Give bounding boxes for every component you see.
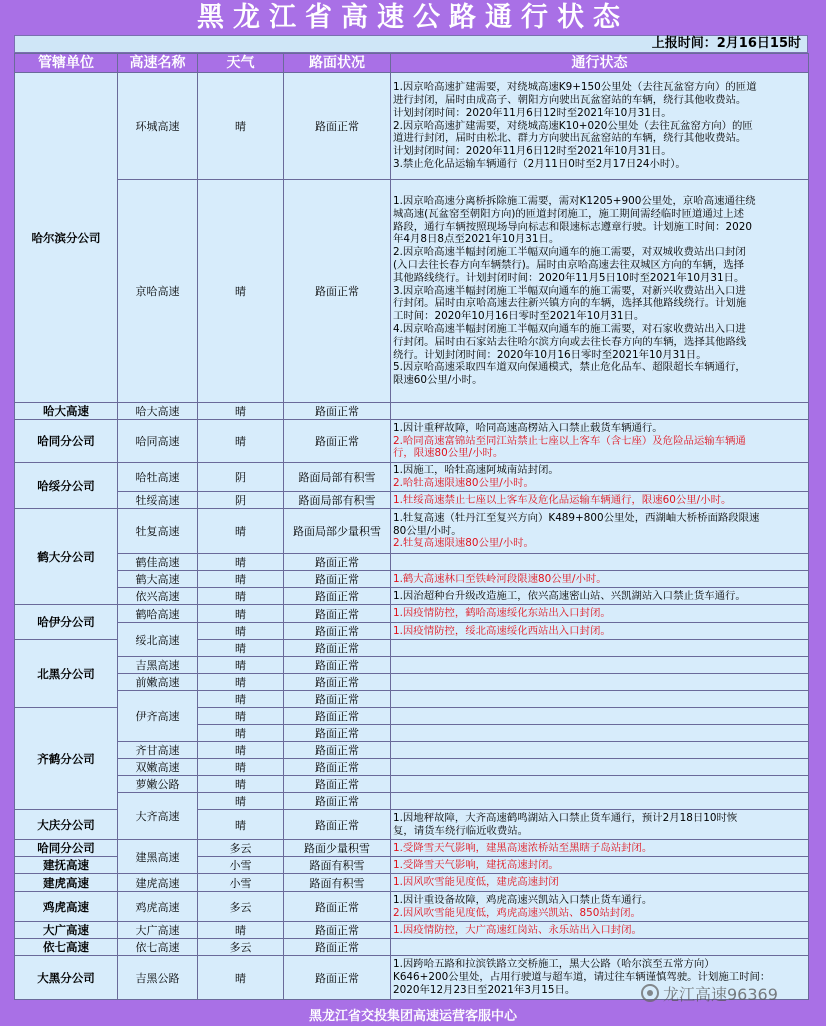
status-cell: 1.牡绥高速禁止七座以上客车及危化品运输车辆通行，限速60公里/小时。 — [391, 492, 809, 509]
weather-cell: 阴 — [198, 463, 284, 492]
table-row — [15, 892, 809, 922]
status-cell: 1.因施工，哈牡高速阿城南站封闭。 2.哈牡高速限速80公里/小时。 — [391, 463, 809, 492]
weather-cell: 晴 — [198, 588, 284, 605]
unit-cell: 大黑分公司 — [15, 956, 118, 1000]
surface-cell: 路面正常 — [284, 605, 391, 623]
table-row — [15, 759, 809, 776]
road-cell: 建黑高速 — [118, 840, 198, 874]
weather-cell: 晴 — [198, 420, 284, 463]
status-cell: 1.受降雪天气影响，建黑高速浓桥站至黑瞎子岛站封闭。 — [391, 840, 809, 857]
road-cell: 京哈高速 — [118, 180, 198, 403]
unit-cell: 哈大高速 — [15, 403, 118, 420]
unit-cell: 哈伊分公司 — [15, 605, 118, 640]
footer-text: 黑龙江省交投集团高速运营客服中心 — [308, 1009, 517, 1024]
road-cell: 鸡虎高速 — [118, 892, 198, 922]
status-cell: 1.受降雪天气影响，建抚高速封闭。 — [391, 857, 809, 874]
status-cell: 1.因治超种台升级改造施工，依兴高速密山站、兴凯湖站入口禁止货车通行。 — [391, 588, 809, 605]
status-cell — [391, 793, 809, 810]
road-cell: 伊齐高速 — [118, 691, 198, 742]
unit-cell: 哈同分公司 — [15, 840, 118, 857]
status-cell — [391, 776, 809, 793]
weather-cell: 晴 — [198, 73, 284, 180]
status-cell: 1.因疫情防控，鹤哈高速绥化东站出入口封闭。 — [391, 605, 809, 623]
surface-cell: 路面正常 — [284, 759, 391, 776]
weather-cell: 晴 — [198, 554, 284, 571]
table-row — [15, 571, 809, 588]
surface-cell: 路面正常 — [284, 73, 391, 180]
status-cell: 1.因地秤故障，大齐高速鹤鸣湖站入口禁止货车通行，预计2月18日10时恢 复，请货车绕行临近收费站。 — [391, 810, 809, 840]
status-cell: 1.因计重秤故障，哈同高速高楞站入口禁止载货车辆通行。 2.哈同高速富锦站至同江站禁止七座以上客车（含七座）及危险品运输车辆通 行，限速80公里/小时。 — [391, 420, 809, 463]
road-cell: 哈大高速 — [118, 403, 198, 420]
unit-cell: 鸡虎高速 — [15, 892, 118, 922]
road-cell: 环城高速 — [118, 73, 198, 180]
table-row — [15, 623, 809, 640]
status-cell: 1.牡复高速（牡丹江至复兴方向）K489+800公里处，西湖岫大桥桥面路段限速 80公里/小时。 2.牡复高速限速80公里/小时。 — [391, 509, 809, 554]
road-cell: 双嫩高速 — [118, 759, 198, 776]
surface-cell: 路面正常 — [284, 956, 391, 1000]
surface-cell: 路面正常 — [284, 725, 391, 742]
table-row — [15, 73, 809, 180]
table-row — [15, 691, 809, 708]
surface-cell: 路面正常 — [284, 403, 391, 420]
surface-cell: 路面正常 — [284, 922, 391, 939]
table-row — [15, 674, 809, 691]
status-cell: 1.因跨哈五路和拉滨铁路立交桥施工，黑大公路（哈尔滨至五常方向） K646+200公里处，占用行驶道与超车道，请过往车辆谨慎驾驶。计划施工时间： 2020年12月23日至2021年3月15日。 — [391, 956, 809, 1000]
surface-cell: 路面正常 — [284, 892, 391, 922]
unit-cell: 齐鹤分公司 — [15, 708, 118, 810]
status-cell — [391, 657, 809, 674]
status-cell: 1.因计重设备故障，鸡虎高速兴凯站入口禁止货车通行。 2.因风吹雪能见度低，鸡虎高速兴凯站、850站封闭。 — [391, 892, 809, 922]
watermark — [641, 980, 778, 1006]
weather-cell: 晴 — [198, 810, 284, 840]
surface-cell: 路面正常 — [284, 657, 391, 674]
unit-cell: 哈同分公司 — [15, 420, 118, 463]
traffic-status-table — [14, 53, 809, 1000]
unit-cell: 大广高速 — [15, 922, 118, 939]
table-row — [15, 588, 809, 605]
col-unit: 管辖单位 — [15, 54, 118, 73]
road-cell: 鹤哈高速 — [118, 605, 198, 623]
unit-cell: 鹤大分公司 — [15, 509, 118, 605]
surface-cell: 路面正常 — [284, 776, 391, 793]
table-row — [15, 840, 809, 857]
col-road: 高速名称 — [118, 54, 198, 73]
weather-cell: 晴 — [198, 509, 284, 554]
road-cell: 牡复高速 — [118, 509, 198, 554]
status-cell — [391, 759, 809, 776]
weather-cell: 晴 — [198, 922, 284, 939]
weather-cell: 晴 — [198, 708, 284, 725]
surface-cell: 路面正常 — [284, 708, 391, 725]
weather-cell: 晴 — [198, 674, 284, 691]
road-cell: 绥北高速 — [118, 623, 198, 657]
table-row — [15, 657, 809, 674]
watermark-text: 龙江高速96369 — [663, 984, 778, 1004]
table-header — [15, 54, 809, 73]
unit-cell: 建抚高速 — [15, 857, 118, 874]
wechat-logo-icon — [641, 984, 659, 1002]
surface-cell: 路面正常 — [284, 420, 391, 463]
report-time: 上报时间：2月16日15时 — [14, 35, 808, 53]
surface-cell: 路面正常 — [284, 640, 391, 657]
surface-cell: 路面正常 — [284, 674, 391, 691]
weather-cell: 阴 — [198, 492, 284, 509]
status-cell — [391, 691, 809, 708]
road-cell: 吉黑公路 — [118, 956, 198, 1000]
status-cell — [391, 674, 809, 691]
weather-cell: 晴 — [198, 956, 284, 1000]
table-row — [15, 180, 809, 403]
status-cell: 1.因疫情防控，绥北高速绥化西站出入口封闭。 — [391, 623, 809, 640]
status-cell: 1.鹤大高速林口至铁岭河段限速80公里/小时。 — [391, 571, 809, 588]
unit-cell: 依七高速 — [15, 939, 118, 956]
table-row — [15, 403, 809, 420]
surface-cell: 路面正常 — [284, 939, 391, 956]
weather-cell: 晴 — [198, 605, 284, 623]
status-cell — [391, 725, 809, 742]
weather-cell: 晴 — [198, 691, 284, 708]
weather-cell: 晴 — [198, 759, 284, 776]
surface-cell: 路面正常 — [284, 810, 391, 840]
road-cell: 牡绥高速 — [118, 492, 198, 509]
surface-cell: 路面有积雪 — [284, 857, 391, 874]
status-cell — [391, 708, 809, 725]
weather-cell: 小雪 — [198, 874, 284, 892]
weather-cell: 晴 — [198, 725, 284, 742]
status-cell: 1.因京哈高速扩建需要，对绕城高速K9+150公里处（去往瓦盆窑方向）的匝道 进行封闭，届时由成高子、朝阳方向驶出瓦盆窑站的车辆，绕行其他收费站。 计划封闭时间：2020年11月6日12时至2021年10月31日。 2.因京哈高速扩建需要，对绕城高速K10+020公里处（去往瓦盆窑方向）的匝 道进行封闭，届时由松北、群力方向驶出瓦盆窑站的车辆，绕行其他收费站。 计划封闭时间：2020年11月6日12时至2021年10月31日。 3.禁止危化品运输车辆通行（2月11日0时至2月17日24小时）。 — [391, 73, 809, 180]
road-cell: 依七高速 — [118, 939, 198, 956]
table-row — [15, 922, 809, 939]
unit-cell: 哈尔滨分公司 — [15, 73, 118, 403]
road-cell: 吉黑高速 — [118, 657, 198, 674]
surface-cell: 路面正常 — [284, 691, 391, 708]
surface-cell: 路面有积雪 — [284, 874, 391, 892]
table-row — [15, 420, 809, 463]
page-title: 黑龙江省高速公路通行状态 — [197, 2, 629, 33]
surface-cell: 路面正常 — [284, 180, 391, 403]
road-cell: 大广高速 — [118, 922, 198, 939]
table-row — [15, 776, 809, 793]
road-cell: 前嫩高速 — [118, 674, 198, 691]
col-status: 通行状态 — [391, 54, 809, 73]
table-row — [15, 492, 809, 509]
road-cell: 萝嫩公路 — [118, 776, 198, 793]
table-row — [15, 742, 809, 759]
road-cell: 大齐高速 — [118, 793, 198, 840]
unit-cell: 大庆分公司 — [15, 810, 118, 840]
surface-cell: 路面局部有积雪 — [284, 492, 391, 509]
status-cell — [391, 742, 809, 759]
table-row — [15, 793, 809, 810]
weather-cell: 晴 — [198, 640, 284, 657]
col-weather: 天气 — [198, 54, 284, 73]
table-row — [15, 554, 809, 571]
weather-cell: 晴 — [198, 623, 284, 640]
unit-cell: 北黑分公司 — [15, 640, 118, 708]
road-cell: 哈牡高速 — [118, 463, 198, 492]
status-cell: 1.因京哈高速分离桥拆除施工需要，需对K1205+900公里处，京哈高速通往绕 城高速(瓦盆窑至朝阳方向)的匝道封闭施工，施工期间需经临时匝道通过上述 路段，通行车辆按照现场导向标志和限速标志遵章行驶。计划施工时间：2020 年4月8日8点至2021年10月31日。 2.因京哈高速半幅封闭施工半幅双向通车的施工需要，对双城收费站出口封闭 (入口去往长春方向车辆禁行)。届时由京哈高速去往双城区方向的车辆，选择 其他路线绕行。计划封闭时间：2020年11月5日10时至2021年10月31日。 3.因京哈高速半幅封闭施工半幅双向通车的施工需要，对新兴收费站出入口进 行封闭。届时由京哈高速去往新兴镇方向的车辆，选择其他路线绕行。计划施 工时间：2020年10月16日零时至2021年10月31日。 4.因京哈高速半幅封闭施工半幅双向通车的施工需要，对石家收费站出入口进 行封闭。届时由石家站去往哈尔滨方向或去往长春方向的车辆，选择其他路线 绕行。计划封闭时间：2020年10月16日零时至2021年10月31日。 5.因京哈高速采取四车道双向保通模式，禁止危化品车、超限超长车辆通行， 限速60公里/小时。 — [391, 180, 809, 403]
weather-cell: 晴 — [198, 793, 284, 810]
unit-cell: 哈绥分公司 — [15, 463, 118, 509]
status-cell: 1.因疫情防控，大广高速红岗站、永乐站出入口封闭。 — [391, 922, 809, 939]
weather-cell: 晴 — [198, 403, 284, 420]
surface-cell: 路面正常 — [284, 623, 391, 640]
weather-cell: 多云 — [198, 840, 284, 857]
status-cell: 1.因风吹雪能见度低，建虎高速封闭 — [391, 874, 809, 892]
surface-cell: 路面正常 — [284, 588, 391, 605]
status-cell — [391, 554, 809, 571]
unit-cell: 建虎高速 — [15, 874, 118, 892]
surface-cell: 路面正常 — [284, 742, 391, 759]
table-row — [15, 605, 809, 623]
table-row — [15, 509, 809, 554]
surface-cell: 路面正常 — [284, 793, 391, 810]
road-cell: 建虎高速 — [118, 874, 198, 892]
weather-cell: 晴 — [198, 571, 284, 588]
status-cell — [391, 640, 809, 657]
road-cell: 鹤佳高速 — [118, 554, 198, 571]
surface-cell: 路面正常 — [284, 571, 391, 588]
col-surface: 路面状况 — [284, 54, 391, 73]
weather-cell: 多云 — [198, 892, 284, 922]
status-cell — [391, 403, 809, 420]
weather-cell: 晴 — [198, 180, 284, 403]
table-row — [15, 463, 809, 492]
table-row — [15, 939, 809, 956]
road-cell: 依兴高速 — [118, 588, 198, 605]
weather-cell: 小雪 — [198, 857, 284, 874]
surface-cell: 路面局部有积雪 — [284, 463, 391, 492]
weather-cell: 多云 — [198, 939, 284, 956]
surface-cell: 路面少量积雪 — [284, 840, 391, 857]
table-row — [15, 874, 809, 892]
weather-cell: 晴 — [198, 776, 284, 793]
road-cell: 齐甘高速 — [118, 742, 198, 759]
surface-cell: 路面正常 — [284, 554, 391, 571]
road-cell: 鹤大高速 — [118, 571, 198, 588]
road-cell: 哈同高速 — [118, 420, 198, 463]
status-cell — [391, 939, 809, 956]
weather-cell: 晴 — [198, 657, 284, 674]
weather-cell: 晴 — [198, 742, 284, 759]
surface-cell: 路面局部少量积雪 — [284, 509, 391, 554]
